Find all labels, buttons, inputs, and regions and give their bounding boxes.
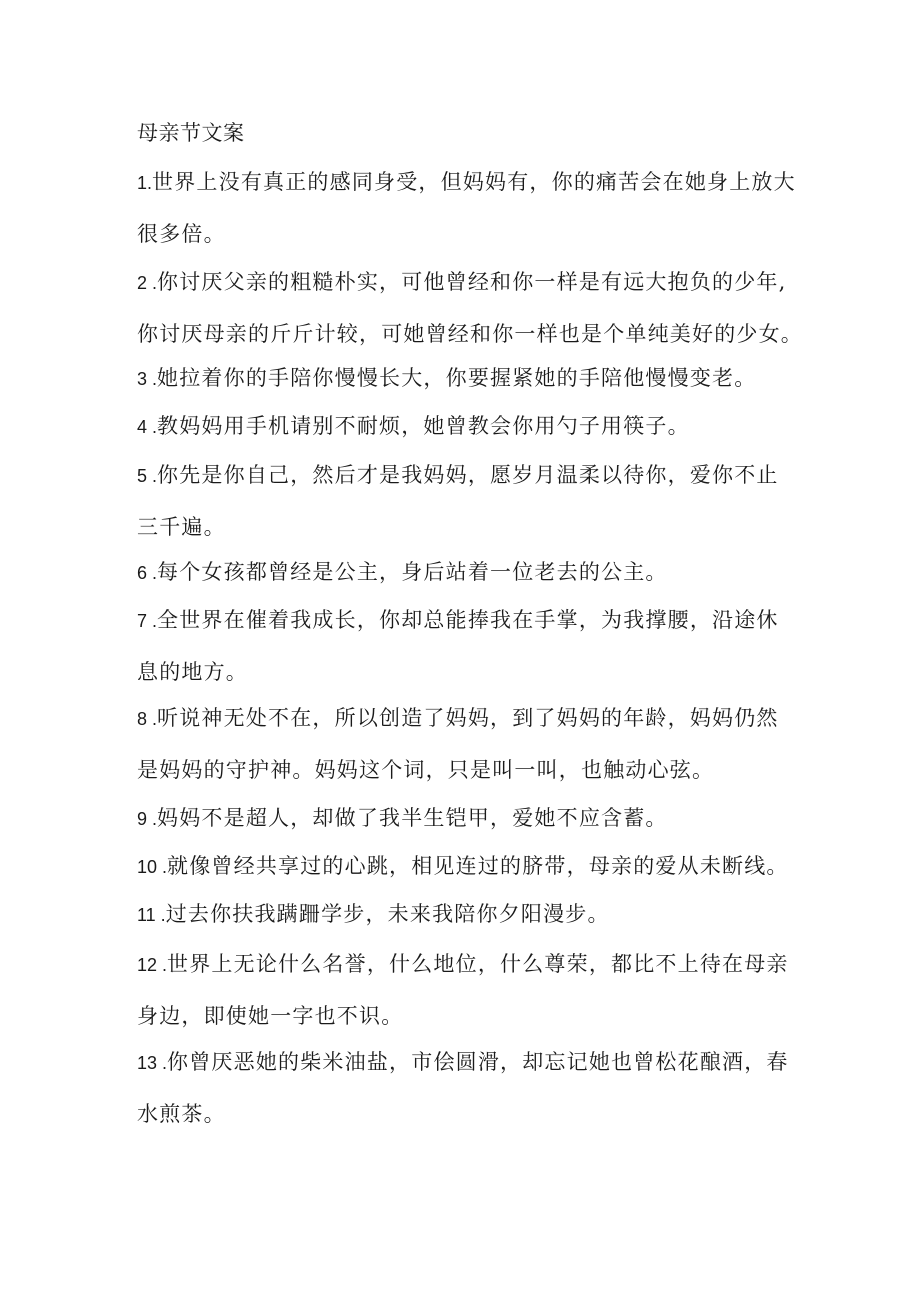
item-number: 1. (137, 173, 153, 193)
item-line: 身边，即使她一字也不识。 (137, 1004, 404, 1028)
item-line (137, 449, 797, 501)
item-line (137, 594, 797, 646)
item-line (137, 888, 797, 940)
item-line (137, 156, 797, 208)
list-item-8 (137, 692, 797, 796)
item-number: 3 . (137, 369, 158, 389)
item-number: 2 . (137, 273, 158, 293)
list-item-9 (137, 792, 797, 844)
item-line: 水煎茶。 (137, 1102, 226, 1126)
item-number: 7 . (137, 611, 158, 631)
item-text: 世界上无论什么名誉，什么地位，什么尊荣，都比不上待在母亲 (167, 952, 789, 976)
item-number: 6 . (137, 563, 158, 583)
item-number: 4 . (137, 417, 158, 437)
item-text: 过去你扶我蹒跚学步，未来我陪你夕阳漫步。 (165, 902, 610, 926)
item-number: 11 . (137, 905, 166, 925)
item-line: 很多倍。 (137, 222, 226, 246)
list-item-11 (137, 888, 797, 940)
item-number: 10 . (137, 857, 168, 877)
item-line: 是妈妈的守护神。妈妈这个词，只是叫一叫，也触动心弦。 (137, 758, 715, 782)
item-number: 8 . (137, 709, 158, 729)
item-line (137, 792, 797, 844)
item-line: 你讨厌母亲的斤斤计较，可她曾经和你一样也是个单纯美好的少女。 (137, 322, 803, 346)
list-item-4 (137, 400, 797, 452)
item-text: 妈妈不是超人，却做了我半生铠甲，爱她不应含蓄。 (157, 806, 668, 830)
item-text: 教妈妈用手机请别不耐烦，她曾教会你用勺子用筷子。 (157, 414, 690, 438)
item-line (137, 692, 797, 744)
document-title: 母亲节文案 (137, 121, 245, 145)
item-line (137, 352, 797, 404)
item-number: 9 . (137, 809, 158, 829)
item-number: 5 . (137, 466, 158, 486)
item-text: 听说神无处不在，所以创造了妈妈，到了妈妈的年龄，妈妈仍然 (157, 706, 779, 730)
item-line (137, 840, 797, 892)
item-text: 全世界在催着我成长，你却总能捧我在手掌，为我撑腰，沿途休 (157, 608, 779, 632)
item-line (137, 938, 797, 990)
item-number: 12 . (137, 955, 168, 975)
item-line (137, 1036, 797, 1088)
list-item-5 (137, 449, 797, 553)
item-line: 三千遍。 (137, 515, 226, 539)
item-text: 世界上没有真正的感同身受，但妈妈有，你的痛苦会在她身上放大 (152, 170, 796, 194)
item-line (137, 546, 797, 598)
item-text: 你先是你自己，然后才是我妈妈，愿岁月温柔以待你，爱你不止 (157, 463, 779, 487)
list-item-3 (137, 352, 797, 404)
item-text: 每个女孩都曾经是公主，身后站着一位老去的公主。 (157, 560, 668, 584)
item-line: 息的地方。 (137, 660, 248, 684)
list-item-13 (137, 1036, 797, 1140)
item-line (137, 256, 797, 308)
item-number: 13 . (137, 1053, 168, 1073)
list-item-7 (137, 594, 797, 698)
list-item-6 (137, 546, 797, 598)
item-text: 你曾厌恶她的柴米油盐，市侩圆滑，却忘记她也曾松花酿酒，春 (167, 1050, 789, 1074)
list-item-10 (137, 840, 797, 892)
list-item-12 (137, 938, 797, 1042)
item-text: 她拉着你的手陪你慢慢长大，你要握紧她的手陪他慢慢变老。 (157, 366, 757, 390)
item-text: 就像曾经共享过的心跳，相见连过的脐带，母亲的爱从未断线。 (167, 854, 789, 878)
list-item-2 (137, 256, 803, 360)
item-text: 你讨厌父亲的粗糙朴实，可他曾经和你一样是有远大抱负的少年, (157, 270, 787, 294)
list-item-1 (137, 156, 797, 260)
item-line (137, 400, 797, 452)
